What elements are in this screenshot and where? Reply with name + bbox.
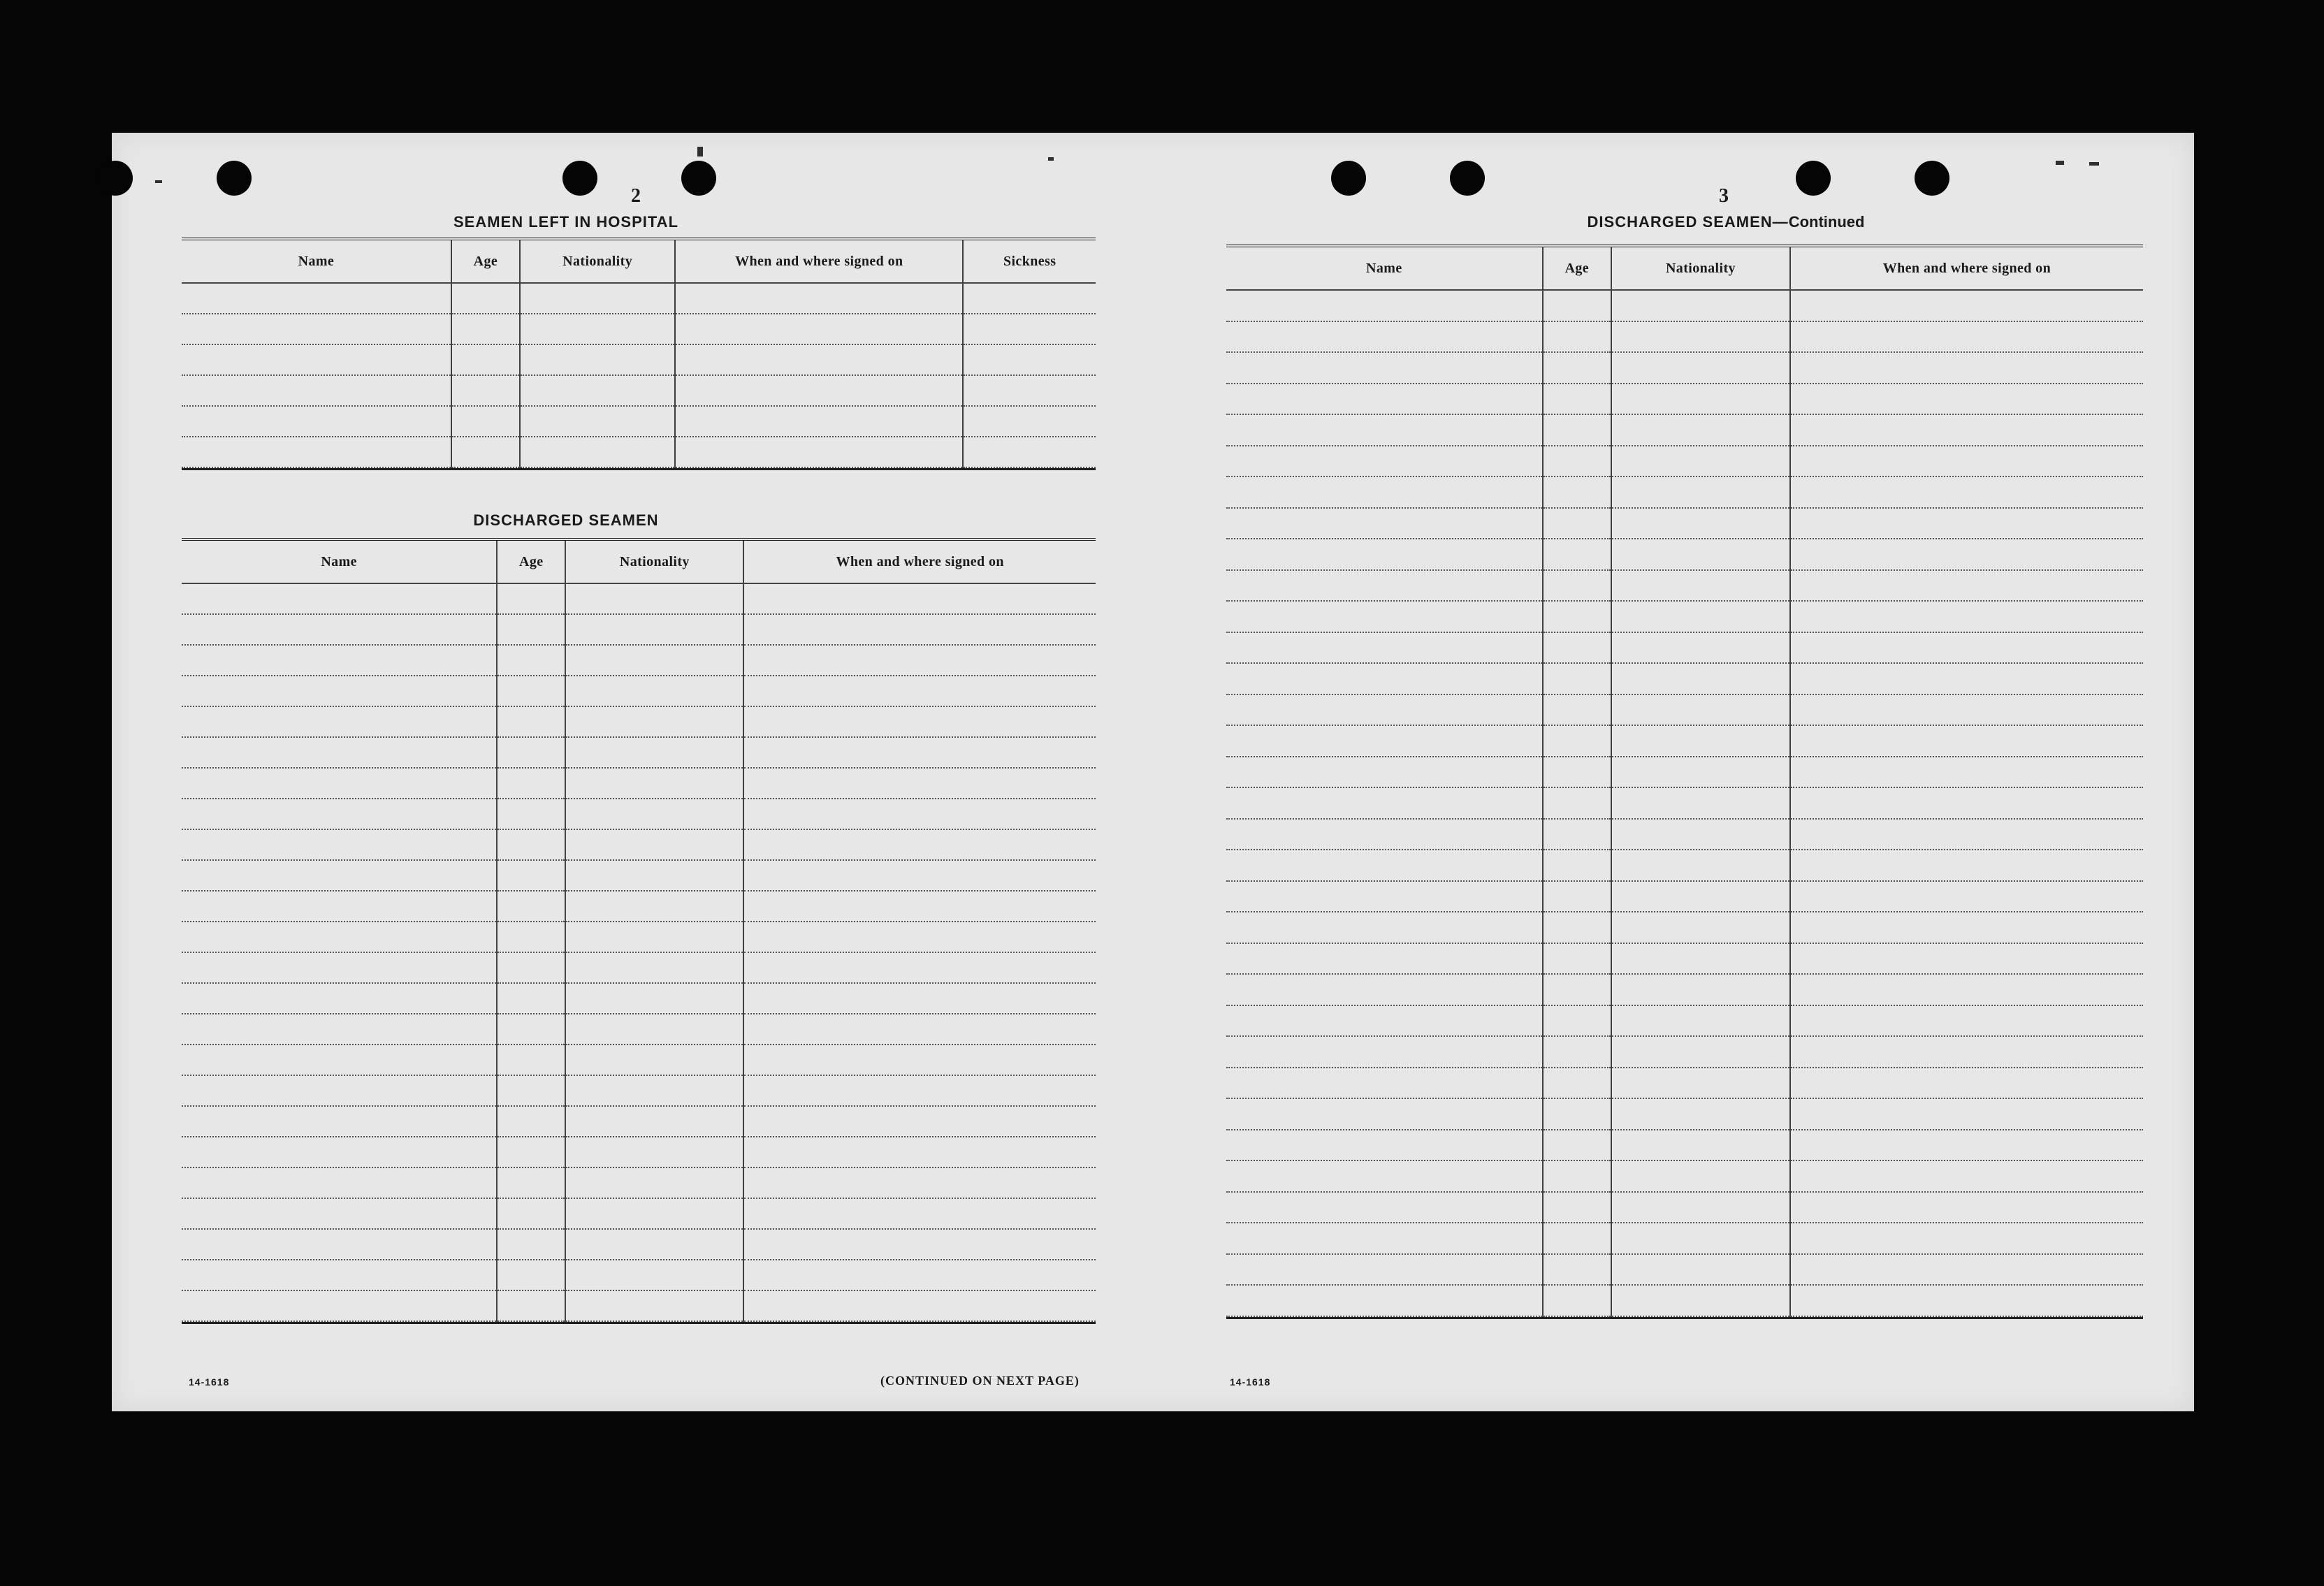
ledger-row bbox=[182, 1229, 1096, 1260]
ledger-row bbox=[182, 1014, 1096, 1045]
ledger-row bbox=[182, 706, 1096, 737]
ledger-row bbox=[1226, 570, 2143, 602]
ledger-row bbox=[182, 737, 1096, 768]
ledger-sheet bbox=[112, 133, 2194, 1411]
punch-hole bbox=[1331, 161, 1366, 196]
ledger-row bbox=[182, 437, 1096, 467]
ledger-row bbox=[1226, 725, 2143, 757]
ledger-row bbox=[182, 1167, 1096, 1198]
ledger-row bbox=[1226, 539, 2143, 570]
ledger-row bbox=[1226, 1005, 2143, 1037]
ledger-row bbox=[182, 1045, 1096, 1075]
punch-hole bbox=[1915, 161, 1949, 196]
hospital-ledger bbox=[182, 238, 1096, 470]
ledger-row bbox=[1226, 1161, 2143, 1192]
column-header-nationality: Nationality bbox=[520, 240, 675, 283]
column-header-name: Name bbox=[182, 541, 497, 583]
ledger-row bbox=[1226, 694, 2143, 726]
punch-hole bbox=[681, 161, 716, 196]
form-code: 14-1618 bbox=[1230, 1376, 1271, 1388]
discharged-ledger bbox=[182, 538, 1096, 1324]
ledger-row bbox=[1226, 1036, 2143, 1068]
page-number: 2 bbox=[631, 185, 641, 207]
ledger-row bbox=[182, 891, 1096, 922]
column-header-name: Name bbox=[1226, 247, 1543, 290]
ledger-row bbox=[1226, 1130, 2143, 1161]
ledger-row bbox=[1226, 787, 2143, 819]
ledger-row bbox=[182, 406, 1096, 437]
paper-speck bbox=[1048, 157, 1054, 161]
ledger-row bbox=[182, 983, 1096, 1014]
ledger-row bbox=[1226, 912, 2143, 943]
column-header-age: Age bbox=[451, 240, 520, 283]
column-header-nationality: Nationality bbox=[565, 541, 743, 583]
ledger-row bbox=[1226, 508, 2143, 539]
ledger-row bbox=[182, 768, 1096, 799]
hospital-section-title: SEAMEN LEFT IN HOSPITAL bbox=[453, 213, 679, 231]
ledger-row bbox=[182, 645, 1096, 676]
ledger-row bbox=[182, 860, 1096, 891]
column-header-nationality: Nationality bbox=[1611, 247, 1790, 290]
ledger-row bbox=[1226, 757, 2143, 788]
ledger-row bbox=[1226, 414, 2143, 446]
ledger-row bbox=[182, 1075, 1096, 1106]
column-header-signed-on: When and where signed on bbox=[1790, 247, 2143, 290]
ledger-row bbox=[1226, 290, 2143, 321]
ledger-row bbox=[182, 1198, 1096, 1229]
paper-speck bbox=[155, 180, 162, 183]
ledger-row bbox=[182, 375, 1096, 406]
paper-speck bbox=[2089, 162, 2099, 166]
ledger-row bbox=[1226, 632, 2143, 664]
ledger-row bbox=[1226, 1223, 2143, 1254]
title-suffix: Continued bbox=[1788, 213, 1865, 231]
title-main: DISCHARGED SEAMEN— bbox=[1587, 213, 1789, 231]
column-header-signed-on: When and where signed on bbox=[675, 240, 963, 283]
ledger-row bbox=[1226, 352, 2143, 384]
ledger-row bbox=[182, 952, 1096, 983]
ledger-row bbox=[1226, 1068, 2143, 1099]
paper-speck bbox=[2056, 161, 2064, 165]
ledger-row bbox=[1226, 446, 2143, 477]
ledger-row bbox=[1226, 881, 2143, 912]
column-header-name: Name bbox=[182, 240, 451, 283]
left-page bbox=[112, 133, 1160, 1411]
ledger-row bbox=[182, 1137, 1096, 1167]
column-header-age: Age bbox=[1543, 247, 1611, 290]
ledger-row bbox=[182, 1290, 1096, 1321]
ledger-row bbox=[182, 283, 1096, 314]
ledger-row bbox=[182, 344, 1096, 375]
discharged-continued-ledger bbox=[1226, 245, 2143, 1319]
ledger-row bbox=[1226, 663, 2143, 694]
ledger-row bbox=[1226, 974, 2143, 1005]
ledger-row bbox=[1226, 476, 2143, 508]
punch-hole bbox=[217, 161, 252, 196]
ledger-row bbox=[1226, 1285, 2143, 1316]
ledger-row bbox=[182, 922, 1096, 952]
ledger-row bbox=[182, 799, 1096, 829]
ledger-row bbox=[182, 314, 1096, 344]
ledger-row bbox=[182, 829, 1096, 860]
ledger-row bbox=[1226, 1192, 2143, 1223]
ledger-row bbox=[1226, 1098, 2143, 1130]
punch-hole bbox=[1450, 161, 1485, 196]
punch-hole bbox=[98, 161, 133, 196]
column-header-signed-on: When and where signed on bbox=[743, 541, 1096, 583]
ledger-row bbox=[1226, 321, 2143, 353]
ledger-row bbox=[182, 1106, 1096, 1137]
ledger-row bbox=[182, 583, 1096, 614]
ledger-row bbox=[1226, 850, 2143, 881]
ledger-row bbox=[182, 676, 1096, 706]
page-number: 3 bbox=[1719, 185, 1729, 207]
paper-speck bbox=[697, 147, 703, 157]
ledger-row bbox=[1226, 819, 2143, 850]
discharged-section-title: DISCHARGED SEAMEN bbox=[473, 511, 659, 529]
right-page bbox=[1160, 133, 2194, 1411]
discharged-continued-title bbox=[1586, 213, 1866, 231]
column-header-sickness: Sickness bbox=[963, 240, 1096, 283]
punch-hole bbox=[562, 161, 597, 196]
punch-hole bbox=[1796, 161, 1831, 196]
continued-note: (CONTINUED ON NEXT PAGE) bbox=[880, 1374, 1080, 1388]
ledger-row bbox=[1226, 601, 2143, 632]
ledger-row bbox=[1226, 943, 2143, 975]
ledger-row bbox=[182, 1260, 1096, 1290]
ledger-row bbox=[1226, 384, 2143, 415]
column-header-age: Age bbox=[497, 541, 565, 583]
ledger-row bbox=[1226, 1254, 2143, 1286]
form-code: 14-1618 bbox=[189, 1376, 230, 1388]
ledger-row bbox=[182, 614, 1096, 645]
